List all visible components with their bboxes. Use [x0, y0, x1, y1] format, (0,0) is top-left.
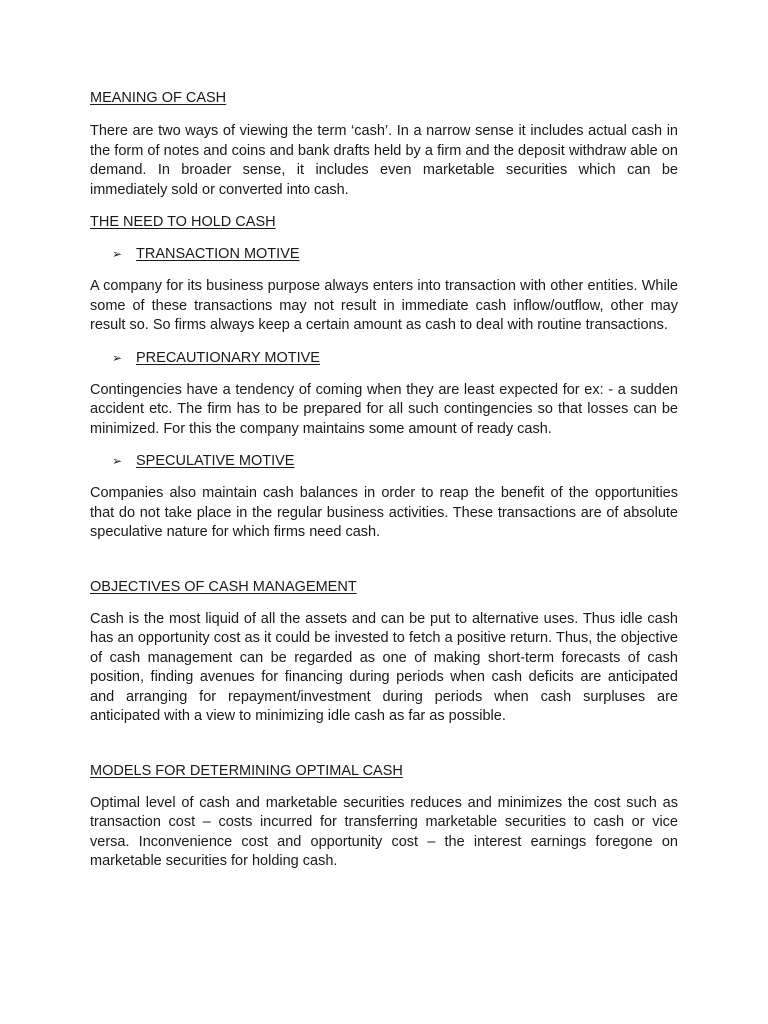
paragraph-precautionary-motive: Contingencies have a tendency of coming when they are least expected for ex: - a sudden accident etc. The firm has to be prepared for all such contingencies so that losses can be minimized. For this the company maintains some amount of ready cash.: [90, 381, 678, 437]
heading-objectives-of-cash-management: OBJECTIVES OF CASH MANAGEMENT: [90, 578, 357, 595]
arrowhead-bullet-icon: ➢: [112, 350, 123, 365]
paragraph-speculative-motive: Companies also maintain cash balances in order to reap the benefit of the opportunities that do not take place in the regular business activities. These transactions are of absolute speculative nature for which firms need cash.: [90, 485, 678, 540]
bullet-speculative-motive: [90, 451, 678, 471]
bullet-label: PRECAUTIONARY MOTIVE: [136, 349, 320, 366]
heading-meaning-of-cash: MEANING OF CASH: [90, 90, 227, 106]
bullet-transaction-motive: [90, 244, 678, 264]
paragraph-meaning-of-cash: There are two ways of viewing the term ‘cash’. In a narrow sense it includes actual cash in the form of notes and coins and bank drafts held by a firm and the deposit withdraw able on demand. In broader sense, it includes even marketable securities which can be immediately sold or converted into cash.: [90, 123, 678, 198]
arrowhead-bullet-icon: ➢: [112, 247, 123, 261]
arrowhead-bullet-icon: ➢: [112, 454, 123, 468]
bullet-label: SPECULATIVE MOTIVE: [136, 453, 295, 469]
bullet-label: TRANSACTION MOTIVE: [136, 246, 300, 262]
heading-need-to-hold-cash: THE NEED TO HOLD CASH: [90, 214, 276, 230]
heading-models-for-optimal-cash: MODELS FOR DETERMINING OPTIMAL CASH: [90, 762, 403, 779]
paragraph-models-for-optimal-cash: Optimal level of cash and marketable securities reduces and minimizes the cost such as transaction cost – costs incurred for transferring marketable securities to cash or vice versa. Inconvenience cost and opportunity cost – the interest earnings foregone on marketable securities for holding cash.: [90, 794, 678, 869]
document-page: [90, 88, 678, 872]
paragraph-transaction-motive: A company for its business purpose always enters into transaction with other entities. While some of these transactions may not result in immediate cash inflow/outflow, other may result so. So firms always keep a certain amount as cash to deal with routine transactions.: [90, 278, 678, 333]
bullet-precautionary-motive: [90, 348, 678, 368]
paragraph-objectives-of-cash-management: Cash is the most liquid of all the assets and can be put to alternative uses. Thus idle cash has an opportunity cost as it could be invested to fetch a positive return. Thus, the objective of cash management can be regarded as one of making short-term forecasts of cash position, finding avenues for financing during periods when cash deficits are anticipated and arranging for repayment/investment during periods when cash surpluses are anticipated with a view to minimizing idle cash as far as possible.: [90, 610, 678, 724]
